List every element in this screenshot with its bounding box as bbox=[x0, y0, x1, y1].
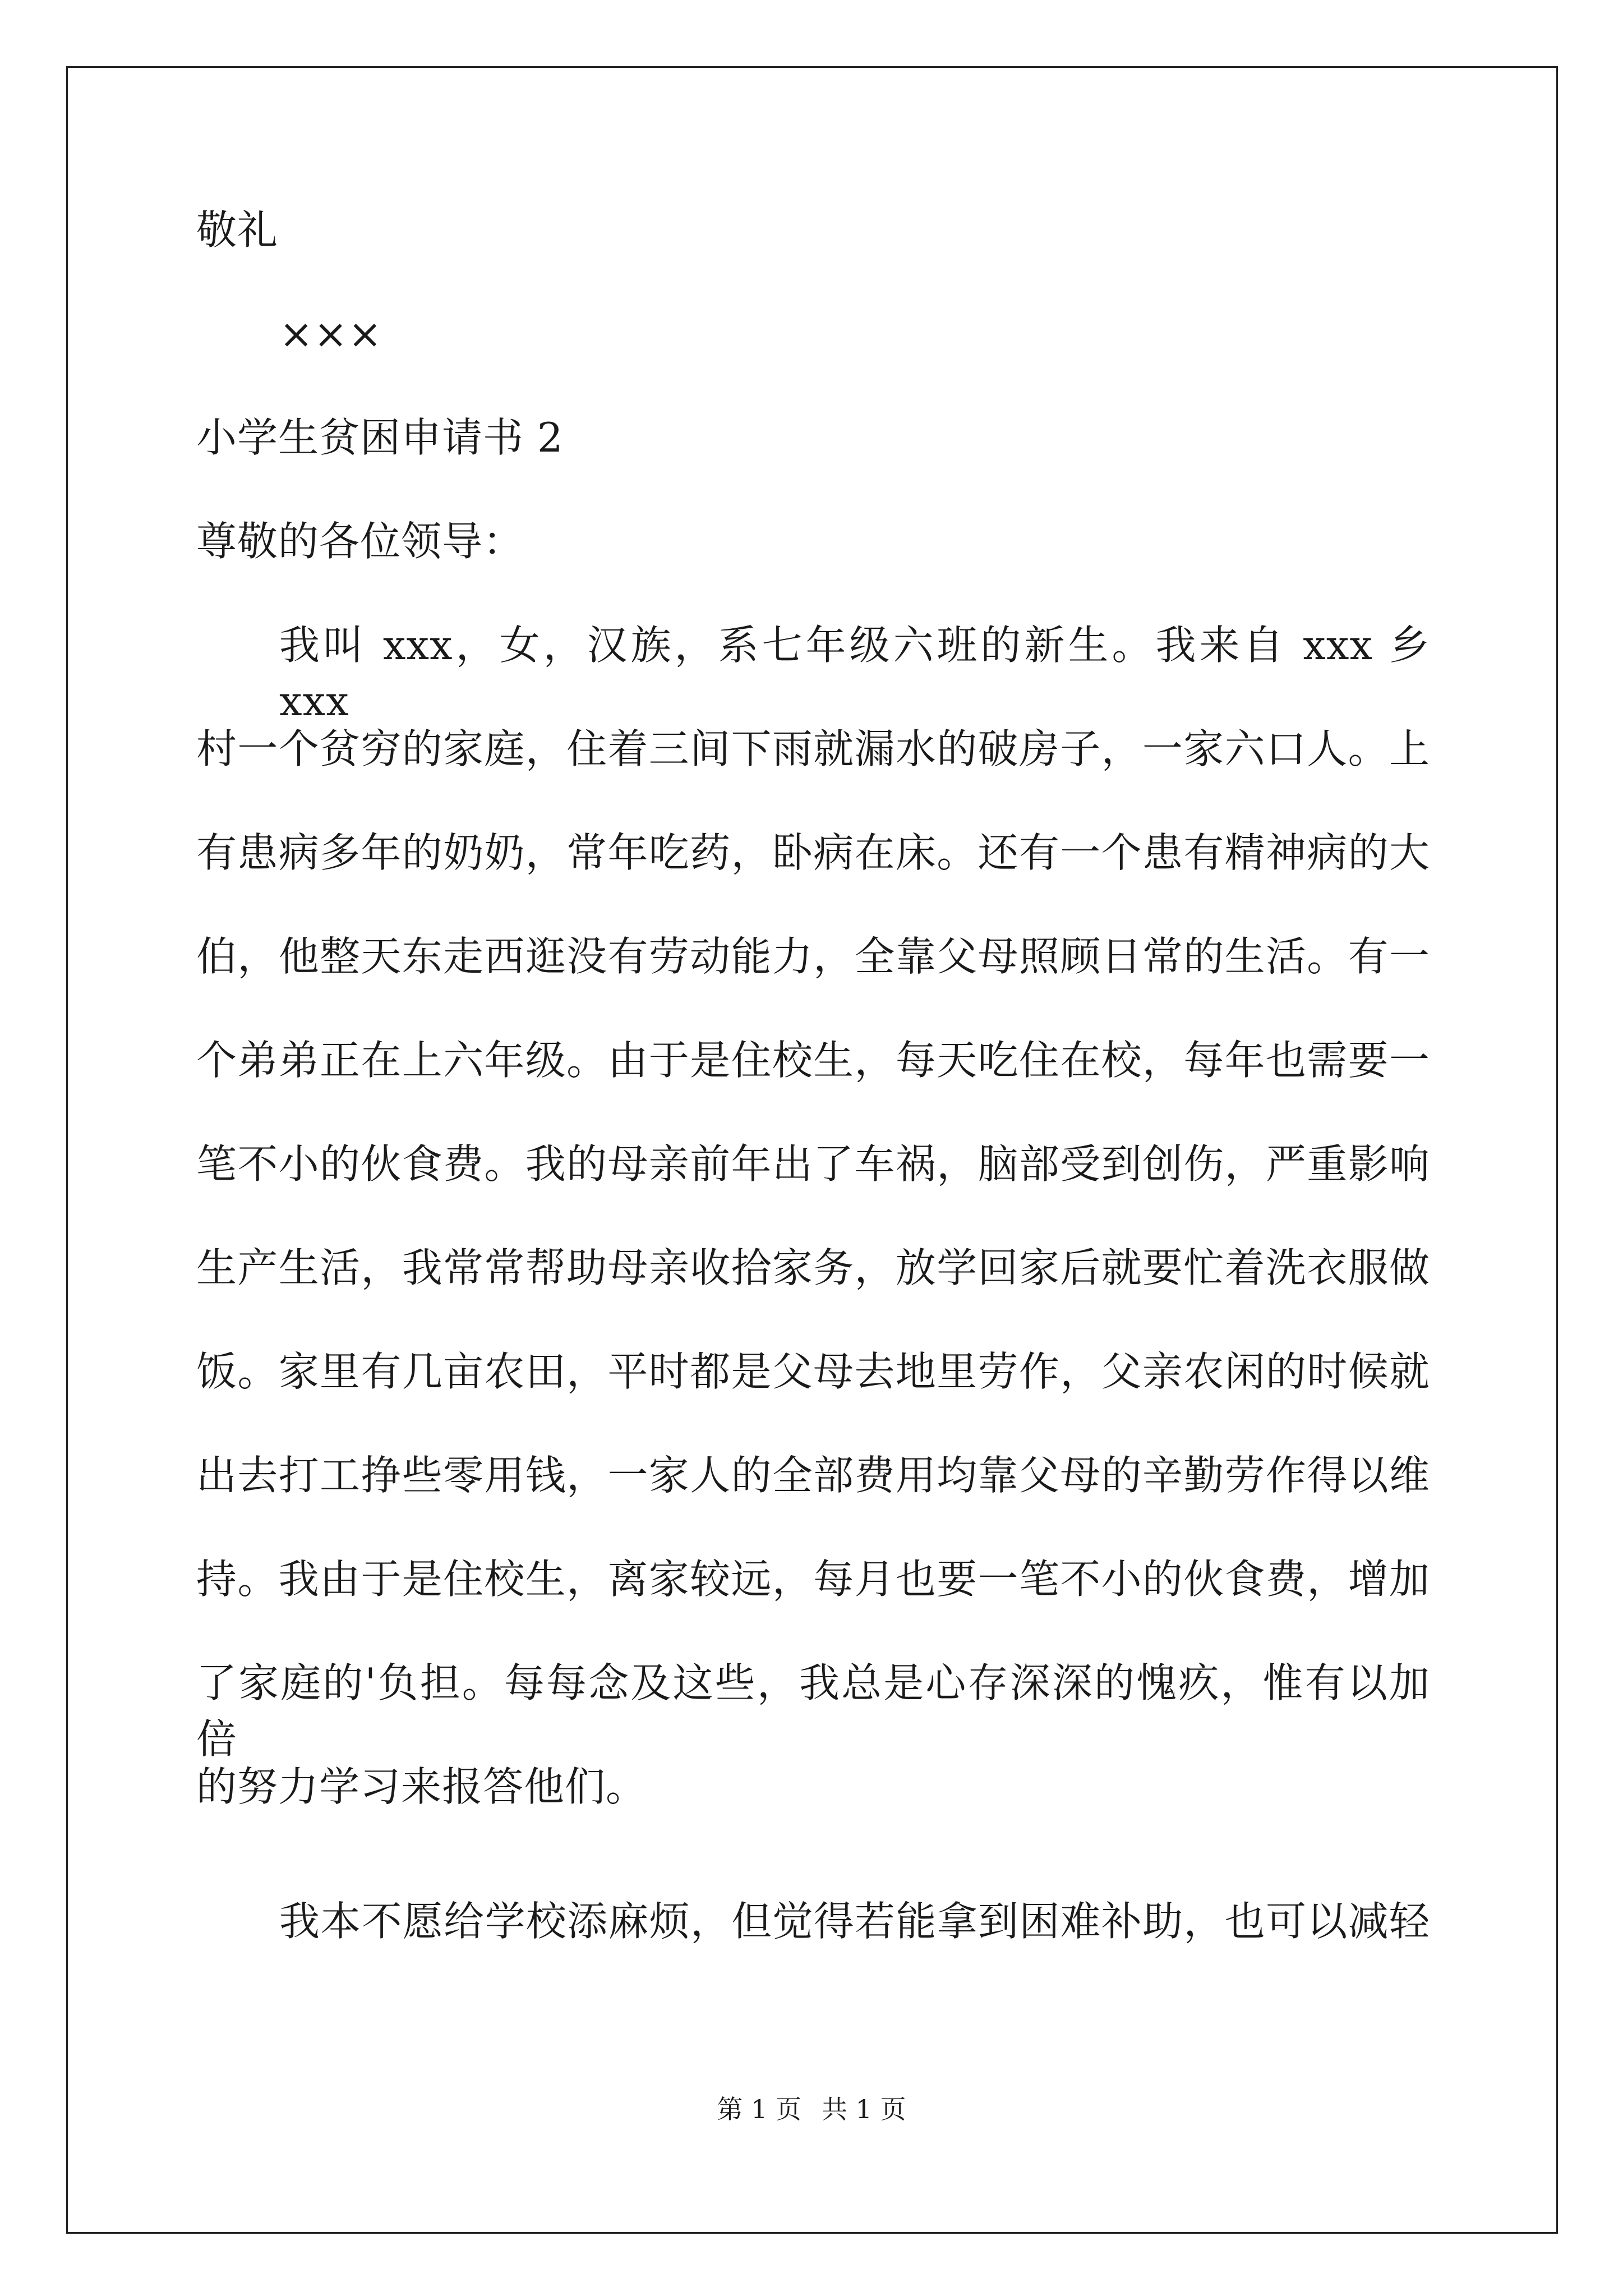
paragraph-line: 村一个贫穷的家庭，住着三间下雨就漏水的破房子，一家六口人。上 bbox=[196, 725, 1430, 772]
paragraph-line: 持。我由于是住校生，离家较远，每月也要一笔不小的伙食费，增加 bbox=[196, 1556, 1430, 1603]
paragraph-line: 的努力学习来报答他们。 bbox=[196, 1763, 647, 1810]
paragraph-line: 我本不愿给学校添麻烦，但觉得若能拿到困难补助，也可以减轻 bbox=[279, 1898, 1430, 1945]
paragraph-line: 笔不小的伙食费。我的母亲前年出了车祸，脑部受到创伤，严重影响 bbox=[196, 1140, 1430, 1188]
paragraph-line: 我叫 xxx，女，汉族，系七年级六班的新生。我来自 xxx 乡 xxx bbox=[279, 622, 1430, 725]
paragraph-line: 有患病多年的奶奶，常年吃药，卧病在床。还有一个患有精神病的大 bbox=[196, 829, 1430, 876]
page-number: 第 1 页 bbox=[717, 2094, 801, 2124]
paragraph-line: 伯，他整天东走西逛没有劳动能力，全靠父母照顾日常的生活。有一 bbox=[196, 933, 1430, 980]
salutation-text: 尊敬的各位领导： bbox=[196, 518, 524, 565]
signature-text: ××× bbox=[279, 310, 382, 357]
paragraph-line: 生产生活，我常常帮助母亲收拾家务，放学回家后就要忙着洗衣服做 bbox=[196, 1244, 1430, 1291]
closing-text: 敬礼 bbox=[196, 206, 279, 254]
section-heading: 小学生贫困申请书 2 bbox=[196, 414, 564, 461]
paragraph-line: 出去打工挣些零用钱，一家人的全部费用均靠父母的辛勤劳作得以维 bbox=[196, 1452, 1430, 1499]
paragraph-line: 个弟弟正在上六年级。由于是住校生，每天吃住在校，每年也需要一 bbox=[196, 1037, 1430, 1084]
page-footer bbox=[0, 2092, 1623, 2126]
paragraph-line: 饭。家里有几亩农田，平时都是父母去地里劳作，父亲农闲的时候就 bbox=[196, 1348, 1430, 1395]
page-total: 共 1 页 bbox=[822, 2094, 906, 2124]
paragraph-line: 了家庭的'负担。每每念及这些，我总是心存深深的愧疚，惟有以加倍 bbox=[196, 1659, 1430, 1763]
